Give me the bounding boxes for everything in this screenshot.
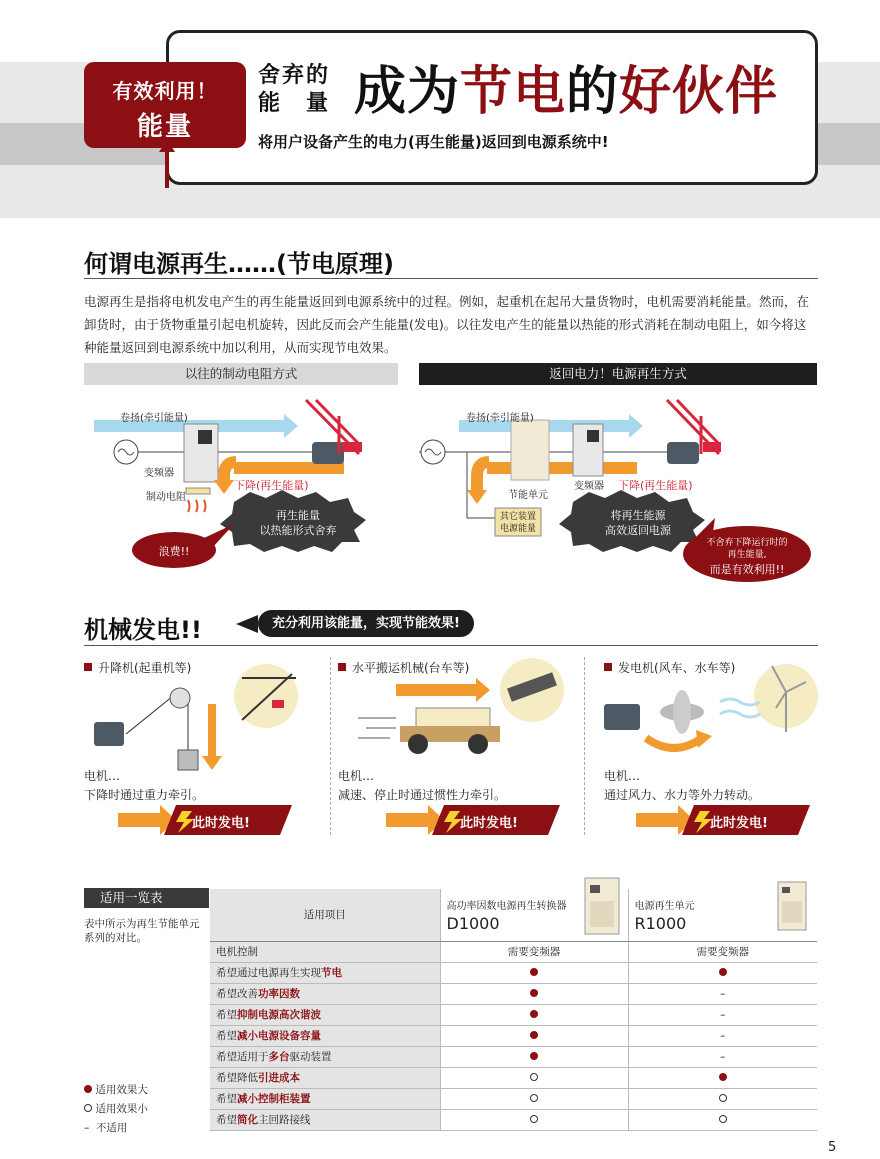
right-note-line3: 而是有效利用!! <box>709 563 785 576</box>
unit-label: 节能单元 <box>508 490 548 501</box>
filled-dot-icon <box>530 1031 538 1039</box>
row-d1000-cell <box>440 1004 628 1025</box>
column-separator <box>584 657 585 835</box>
row-item-em: 减小控制柜装置 <box>237 1093 311 1105</box>
row-item-em: 简化 <box>237 1114 258 1126</box>
column-line1: 电机… <box>604 769 641 783</box>
table-tag: 适用一览表 <box>84 888 209 908</box>
page-number: 5 <box>828 1140 837 1155</box>
column-desc-lift <box>84 767 204 805</box>
generator-illustration <box>600 652 818 760</box>
open-dot-icon <box>719 1094 727 1102</box>
row-d1000-cell <box>440 1109 628 1130</box>
left-hoist-label: 卷扬(牵引能量) <box>120 413 188 424</box>
open-dot-icon <box>530 1094 538 1102</box>
filled-dot-icon <box>530 1052 538 1060</box>
row-item-pre: 希望 <box>216 1030 237 1042</box>
principle-paragraph: 电源再生是指将电机发电产生的再生能量返回到电源系统中的过程。例如，起重机在起吊大量货物时，电机需要消耗能量。然而，在卸货时，由于货物重量引起电机旋转，因此反而会产生能量(发电)。以往发电产生的能量以热能的形式消耗在制动电阻上，如今将这种能量返回到电源系统中加以利用，从而实现节电效果。 <box>84 294 810 355</box>
right-note <box>690 537 804 576</box>
row-item-pre: 希望适用于 <box>216 1051 269 1063</box>
application-table <box>210 889 817 1131</box>
header-badge-line2: 能量 <box>136 112 193 142</box>
filled-dot-icon <box>530 989 538 997</box>
principle-divider <box>84 278 818 279</box>
model1-name: D1000 <box>446 913 500 933</box>
column-line1: 电机… <box>84 769 121 783</box>
right-burst-line2: 高效返回电源 <box>605 524 671 537</box>
headline-part1: 成为 <box>354 62 461 122</box>
right-burst-line1: 将再生能源 <box>610 509 666 522</box>
column-separator <box>330 657 331 835</box>
row-item-post: 主回路接线 <box>258 1114 311 1126</box>
open-dot-icon <box>530 1073 538 1081</box>
table-row <box>210 1088 817 1109</box>
r1000-product-image <box>777 881 807 931</box>
row-d1000-cell <box>440 1067 628 1088</box>
cell-text: – <box>720 987 726 1000</box>
header-badge <box>84 62 246 148</box>
left-burst-line2: 以热能形式舍弃 <box>259 524 337 537</box>
filled-dot-icon <box>719 1073 727 1081</box>
row-r1000-cell <box>628 1025 817 1046</box>
legend-na <box>84 1120 127 1135</box>
lift-illustration <box>92 660 306 772</box>
row-item-em: 功率因数 <box>258 988 300 1000</box>
row-item-em: 减小电源设备容量 <box>237 1030 321 1042</box>
principle-title: 何谓电源再生……(节电原理) <box>84 250 394 278</box>
row-r1000-cell <box>628 1088 817 1109</box>
row-r1000-cell <box>628 983 817 1004</box>
row-item-em: 抑制电源高次谐波 <box>237 1009 321 1021</box>
other-device-label <box>496 511 540 535</box>
column-line2: 下降时通过重力牵引。 <box>84 788 205 802</box>
headline-part3: 的 <box>566 62 620 122</box>
row-item <box>210 1067 440 1088</box>
headline-part2: 节电 <box>460 62 567 122</box>
row-d1000-cell <box>440 962 628 983</box>
legend-small <box>84 1101 148 1116</box>
model2-name: R1000 <box>634 913 687 933</box>
table-header-item: 适用项目 <box>210 889 440 941</box>
row-d1000-cell <box>440 1046 628 1067</box>
mechanical-pill: 充分利用该能量，实现节能效果! <box>258 610 474 637</box>
row-item-pre: 希望降低 <box>216 1072 258 1084</box>
table-row <box>210 962 817 983</box>
open-dot-icon <box>84 1104 92 1112</box>
column-line2: 减速、停止时通过惯性力牵引。 <box>338 788 507 802</box>
right-note-line1: 不舍弃下降运行时的 <box>706 538 788 548</box>
legend-na-text: 不适用 <box>95 1122 128 1134</box>
left-inverter-label: 变频器 <box>144 468 174 479</box>
other-line1: 其它装置 <box>499 512 536 522</box>
mechanical-title: 机械发电!! <box>84 616 202 644</box>
table-row <box>210 941 817 962</box>
cell-text: 需要变频器 <box>507 946 561 958</box>
table-header-d1000 <box>440 889 628 941</box>
left-burst-line1: 再生能量 <box>276 509 320 522</box>
row-d1000-cell <box>440 941 628 962</box>
column-line1: 电机… <box>338 769 375 783</box>
generate-label: 此时发电! <box>192 816 250 831</box>
row-item <box>210 1109 440 1130</box>
header-small-line2: 能 量 <box>258 91 331 116</box>
table-row <box>210 983 817 1004</box>
mechanical-divider <box>84 645 818 646</box>
filled-dot-icon <box>530 968 538 976</box>
row-item-post: 驱动装置 <box>289 1051 332 1063</box>
row-item-pre: 希望 <box>216 1093 237 1105</box>
cell-text: – <box>720 1029 726 1042</box>
header-small-text <box>258 62 330 118</box>
filled-dot-icon <box>530 1010 538 1018</box>
table-row <box>210 1067 817 1088</box>
row-d1000-cell <box>440 983 628 1004</box>
row-r1000-cell <box>628 1109 817 1130</box>
table-row <box>210 1046 817 1067</box>
row-r1000-cell <box>628 962 817 983</box>
table-row <box>210 1025 817 1046</box>
generate-label: 此时发电! <box>710 816 768 831</box>
d1000-product-image <box>584 877 620 935</box>
legend-big <box>84 1082 148 1097</box>
row-item <box>210 941 440 962</box>
other-line2: 电源能量 <box>499 524 536 534</box>
column-title-text: 升降机(起重机等) <box>98 661 192 675</box>
header-headline <box>354 60 778 124</box>
generate-label: 此时发电! <box>460 816 518 831</box>
row-item-pre: 希望改善 <box>216 988 258 1000</box>
left-burst-text <box>250 508 346 538</box>
model1-subtitle: 高功率因数电源再生转换器 <box>446 900 567 912</box>
legend-big-text: 适用效果大 <box>95 1084 148 1096</box>
dash-icon: – <box>84 1122 90 1134</box>
left-resistor-label: 制动电阻 <box>146 492 186 503</box>
header-subtitle: 将用户设备产生的电力(再生能量)返回到电源系统中! <box>258 133 609 151</box>
left-pointer-icon <box>236 615 258 633</box>
table-header-r1000 <box>628 889 817 941</box>
row-item <box>210 962 440 983</box>
row-d1000-cell <box>440 1088 628 1109</box>
left-diagram-caption: 以往的制动电阻方式 <box>84 363 398 385</box>
cell-text: – <box>720 1008 726 1021</box>
row-item-pre: 希望 <box>216 1009 237 1021</box>
header-badge-line1: 有效利用！ <box>112 79 218 103</box>
right-hoist-label: 卷扬(牵引能量) <box>466 413 534 424</box>
row-item-pre: 希望通过电源再生实现 <box>216 967 321 979</box>
row-item <box>210 1004 440 1025</box>
right-diagram-caption: 返回电力！电源再生方式 <box>419 363 817 385</box>
table-note: 表中所示为再生节能单元系列的对比。 <box>84 918 200 944</box>
table-header-row <box>210 889 817 941</box>
row-item <box>210 1046 440 1067</box>
open-dot-icon <box>719 1115 727 1123</box>
waste-label: 浪费!! <box>158 545 190 558</box>
cell-text: – <box>720 1050 726 1063</box>
square-bullet-icon <box>84 663 92 671</box>
filled-dot-icon <box>84 1085 92 1093</box>
table-row <box>210 1109 817 1130</box>
open-dot-icon <box>530 1115 538 1123</box>
right-note-line2: 再生能量, <box>727 550 767 560</box>
right-descent-label: 下降(再生能量) <box>618 479 693 492</box>
row-item <box>210 1088 440 1109</box>
row-item-em: 多台 <box>268 1051 290 1063</box>
row-item <box>210 1025 440 1046</box>
row-r1000-cell <box>628 941 817 962</box>
square-bullet-icon <box>338 663 346 671</box>
cart-illustration <box>356 656 568 760</box>
column-desc-cart <box>338 767 506 805</box>
row-d1000-cell <box>440 1025 628 1046</box>
row-item-em: 节电 <box>321 967 342 979</box>
filled-dot-icon <box>719 968 727 976</box>
row-item-pre: 电机控制 <box>216 946 258 958</box>
row-r1000-cell <box>628 1046 817 1067</box>
model2-subtitle: 电源再生单元 <box>634 900 695 912</box>
row-r1000-cell <box>628 1067 817 1088</box>
row-item-em: 引进成本 <box>258 1072 300 1084</box>
column-desc-generator <box>604 767 760 805</box>
column-title-text: 水平搬运机械(台车等) <box>352 661 470 675</box>
cell-text: 需要变频器 <box>696 946 749 958</box>
table-row <box>210 1004 817 1025</box>
legend-small-text: 适用效果小 <box>95 1103 148 1115</box>
row-r1000-cell <box>628 1004 817 1025</box>
left-descent-label: 下降(再生能量) <box>234 479 309 492</box>
row-item-pre: 希望 <box>216 1114 237 1126</box>
right-inverter-label: 变频器 <box>574 481 604 492</box>
right-burst-text <box>590 508 686 538</box>
row-item <box>210 983 440 1004</box>
headline-part4: 好伙伴 <box>619 62 779 122</box>
column-title-text: 发电机(风车、水车等) <box>618 661 736 675</box>
header-small-line1: 舍弃的 <box>258 63 331 88</box>
column-line2: 通过风力、水力等外力转动。 <box>604 788 761 802</box>
